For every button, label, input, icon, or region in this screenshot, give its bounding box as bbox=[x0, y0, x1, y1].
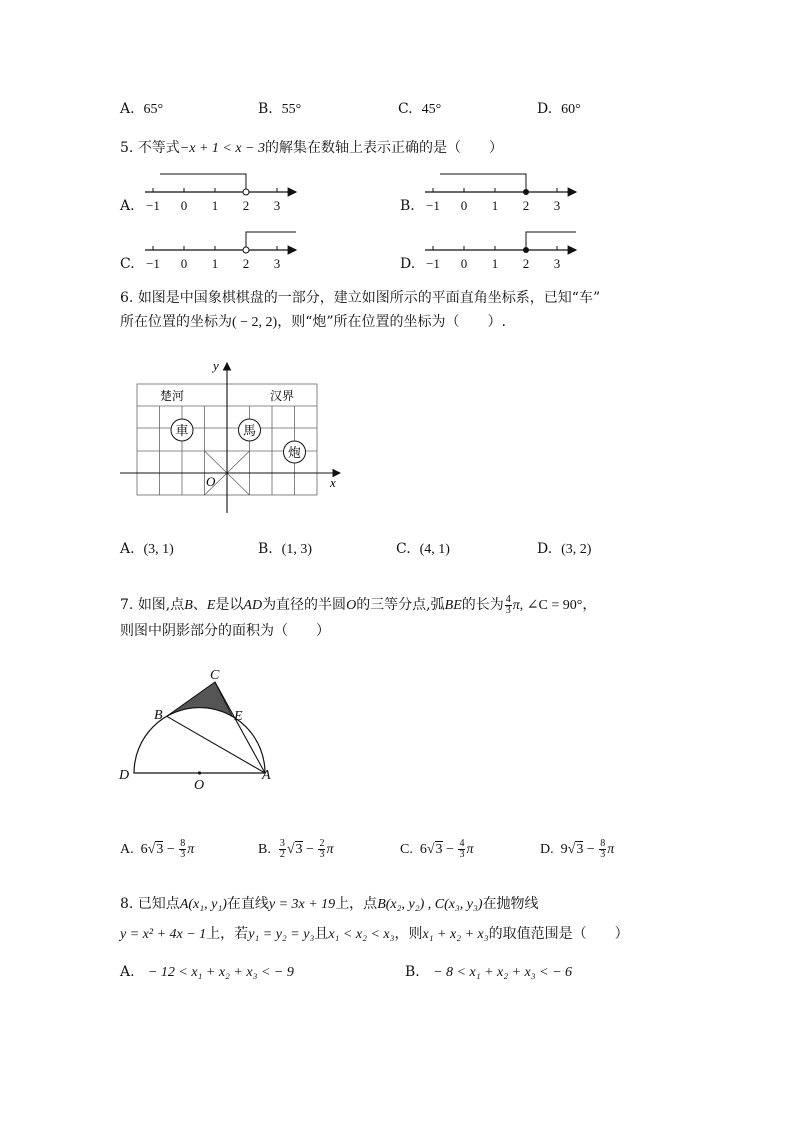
tick-label: 0 bbox=[460, 198, 468, 213]
piece-ma-label: 馬 bbox=[242, 424, 257, 439]
label-e: E bbox=[234, 709, 243, 724]
q5-option-b-label: B. bbox=[400, 198, 415, 214]
tick-label: 2 bbox=[522, 256, 530, 271]
x-axis-label: x bbox=[330, 475, 336, 490]
q7-stem-line1: 7. 如图,点B、E是以AD为直径的半圆O的三等分点,弧BE的长为 $\frac{4}{3}$ π, ∠C = 90°， bbox=[120, 593, 597, 616]
q5-number-line-a bbox=[145, 174, 296, 195]
q7-option-a: A. 6√3 − $\frac{8}{3}$ π bbox=[120, 838, 195, 861]
q4-option-c: C. 45° bbox=[398, 101, 442, 117]
river-left-label: 楚河 bbox=[160, 389, 185, 403]
tick-label: 0 bbox=[460, 256, 468, 271]
q5-option-a-label: A. bbox=[120, 198, 135, 214]
q7-semicircle-figure bbox=[110, 665, 300, 795]
piece-che bbox=[171, 419, 193, 441]
q7-option-b: B. $\frac{3}{2}$ √3 − $\frac{2}{3}$ π bbox=[258, 838, 334, 861]
label-o: O bbox=[194, 778, 205, 793]
tick-label: −1 bbox=[146, 198, 160, 213]
tick-label: 1 bbox=[491, 256, 499, 271]
q5-number-line-d bbox=[425, 232, 576, 253]
q5-stem: 5. 不等式−x + 1 < x − 3的解集在数轴上表示正确的是（ ） bbox=[120, 140, 504, 156]
piece-ma bbox=[239, 419, 261, 441]
tick-label: 2 bbox=[522, 198, 530, 213]
q6-option-c: C. (4, 1) bbox=[396, 541, 450, 557]
tick-label: 2 bbox=[242, 198, 250, 213]
tick-label: 3 bbox=[273, 256, 281, 271]
piece-pao-label: 炮 bbox=[287, 446, 302, 461]
y-axis-label: y bbox=[213, 358, 219, 373]
q8-option-a: A. − 12 < x₁ + x₂ + x₃ < − 9 bbox=[120, 964, 294, 980]
q8-option-b: B. − 8 < x₁ + x₂ + x₃ < − 6 bbox=[405, 964, 573, 980]
tick-label: 1 bbox=[211, 256, 219, 271]
q6-option-d: D. (3, 2) bbox=[537, 541, 592, 557]
q6-option-a: A. (3, 1) bbox=[120, 541, 174, 557]
q7-option-d: D. 9√3 − $\frac{8}{3}$ π bbox=[540, 838, 615, 861]
q8-stem-line1: 8. 已知点A(x₁, y₁)在直线y = 3x + 19上，点B(x₂, y₂) , C(x₃, y₃)在抛物线 bbox=[120, 896, 539, 912]
q7-stem-line2: 则图中阴影部分的面积为（ ） bbox=[120, 623, 330, 639]
river-right-label: 汉界 bbox=[270, 389, 295, 403]
q8-stem-line2: y = x² + 4x − 1上，若y₁ = y₂ = y₃且x₁ < x₂ < x₃，则x₁ + x₂ + x₃的取值范围是（ ） bbox=[120, 926, 629, 942]
q6-chess-board-figure bbox=[110, 355, 360, 520]
q6-stem-line2: 所在位置的坐标为( − 2, 2)，则“炮”所在位置的坐标为（ ）. bbox=[120, 314, 506, 330]
q5-option-c-label: C. bbox=[120, 256, 135, 272]
tick-label: 2 bbox=[242, 256, 250, 271]
q5-option-d-label: D. bbox=[400, 256, 416, 272]
q5-number-line-c bbox=[145, 232, 296, 253]
q4-option-a: A. 65° bbox=[120, 101, 164, 117]
tick-label: 3 bbox=[553, 256, 561, 271]
q7-option-c: C. 6√3 − $\frac{4}{3}$ π bbox=[400, 838, 474, 861]
tick-label: 0 bbox=[180, 198, 188, 213]
q5-number-line-b bbox=[425, 174, 576, 195]
tick-label: −1 bbox=[426, 256, 440, 271]
tick-label: 0 bbox=[180, 256, 188, 271]
piece-pao bbox=[284, 441, 306, 463]
tick-label: 1 bbox=[491, 198, 499, 213]
q4-option-b: B. 55° bbox=[258, 101, 302, 117]
tick-label: −1 bbox=[426, 198, 440, 213]
q6-stem-line1: 6. 如图是中国象棋棋盘的一部分，建立如图所示的平面直角坐标系，已知“车” bbox=[120, 290, 601, 306]
label-a: A bbox=[262, 768, 271, 783]
tick-label: 3 bbox=[553, 198, 561, 213]
tick-label: 3 bbox=[273, 198, 281, 213]
tick-label: 1 bbox=[211, 198, 219, 213]
q4-option-d: D. 60° bbox=[537, 101, 581, 117]
origin-label: O bbox=[206, 474, 216, 489]
q6-option-b: B. (1, 3) bbox=[258, 541, 312, 557]
tick-label: −1 bbox=[146, 256, 160, 271]
label-d: D bbox=[119, 768, 130, 783]
label-b: B bbox=[154, 708, 163, 723]
label-c: C bbox=[210, 668, 220, 683]
piece-che-label: 車 bbox=[175, 424, 189, 439]
q5-number-lines bbox=[0, 0, 794, 290]
